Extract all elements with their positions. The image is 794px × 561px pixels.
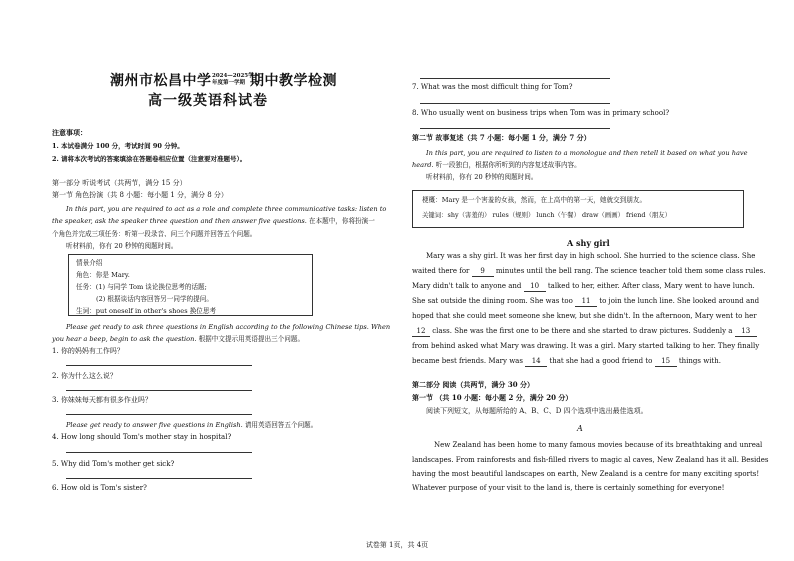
scenario-role: 角色：你是 Mary. [76,271,130,279]
section2-instruction-en-2: heard. [412,161,434,169]
answer-line-6[interactable] [420,78,610,79]
passage-line-3: having the most beautiful landscapes on earth, New Zealand is a centre for many exciting sports! [412,470,760,478]
section1-heading: 第一节 角色扮演（共 8 小题：每小题 1 分，满分 8 分） [52,191,228,199]
section2-instruction-cn: 听一段独白，根据你所听到的内容复述故事内容。 [433,161,581,169]
question-7: 7. What was the most difficult thing for Tom? [412,83,573,91]
instruction-line-4: 听材料前，你有 20 秒钟的阅题时间。 [66,242,178,250]
instruction-cn-2: 在本题中，你将扮演一 [306,217,375,225]
part2-instruction: 阅读下列短文，从每题所给的 A、B、C、D 四个选项中选出最佳选项。 [426,407,648,415]
story-line-1: Mary was a shy girl. It was her first day in high school. She hurried to the science class. She [426,252,756,260]
instruction-line-2 [52,216,375,226]
scenario-task-1: 任务：(1) 与同学 Tom 谈论换位思考的话题; [76,283,207,291]
exam-name: 期中教学检测 [250,73,337,89]
story-line-2a: waited there for [412,267,472,275]
story-line-3b: talked to her, either. After class, Mary went to have lunch. [545,282,755,290]
question-6: 6. How old is Tom's sister? [52,484,147,492]
answer-line-8[interactable] [420,128,610,129]
answer-line-2[interactable] [66,390,252,391]
ask-instruction-en-2: you hear a beep, begin to ask the question. [52,335,197,343]
notice-heading: 注意事项： [52,128,87,137]
answer-line-4[interactable] [66,452,252,453]
question-5: 5. Why did Tom's mother get sick? [52,460,175,468]
blank-14[interactable]: 14 [525,356,547,367]
question-2: 2. 你为什么这么说？ [52,372,117,380]
story-line-6 [412,326,757,337]
story-line-4b: to join the lunch line. She looked around and [597,297,760,305]
story-line-2b: minutes until the bell rang. The science teacher told them some class rules. [493,267,766,275]
instruction-line-3: 个角色并完成三项任务：听第一段录音、问三个问题并回答五个问题。 [52,230,257,238]
question-3: 3. 你妹妹每天都有很多作业吗？ [52,396,152,404]
instruction-en-2: the speaker, ask the speaker three question and then answer five questions. [52,217,307,225]
ask-instruction-line-2 [52,334,304,344]
answer-instruction-cn: 请用英语回答五个问题。 [242,421,318,429]
passage-line-1: New Zealand has been home to many famous movies because of its breathtaking and unreal [434,441,763,449]
page-title: 高一级英语科试卷 [148,93,268,109]
blank-9[interactable]: 9 [472,266,494,277]
answer-instruction [66,420,317,430]
answer-line-3[interactable] [66,414,252,415]
scenario-new-words: 生词：put oneself in other's shoes 换位思考 [76,307,217,315]
blank-10[interactable]: 10 [524,281,546,292]
story-line-8b: that she had a good friend to [547,357,655,365]
part2-section1-heading: 第一节 （共 10 小题：每小题 2 分，满分 20 分） [412,393,573,402]
blank-11[interactable]: 11 [575,296,597,307]
story-line-4a: She sat outside the dining room. She was too [412,297,576,305]
story-title: A shy girl [567,238,610,248]
scenario-task-2: (2) 根据谈话内容回答另一同学的提问。 [96,295,213,303]
notice-item-2: 2. 请将本次考试的答案填涂在答题卷相应位置（注意要对准题号）。 [52,155,247,163]
blank-12[interactable]: 12 [412,326,430,337]
part1-heading: 第一部分 听说考试（共两节，满分 15 分） [52,179,187,187]
passage-line-2: landscapes. From rainforests and fish-filled rivers to magic al caves, New Zealand has it all. Besides [412,456,769,464]
story-line-8c: things with. [676,357,721,365]
story-line-7: from behind asked what Mary was drawing. It was a girl. Mary started talking to her. They finally [412,342,760,350]
section2-instruction-line-2 [412,160,581,170]
section2-instruction-en: In this part, you are required to listen to a monologue and then retell it based on what you have [426,149,748,157]
passage-line-4: Whatever purpose of your visit to the land is, there is certainly something for everyone! [412,484,725,492]
school-name: 潮州市松昌中学 [110,73,212,89]
part2-heading: 第二部分 阅读（共两节，满分 30 分） [412,380,535,389]
story-line-8 [412,356,721,367]
passage-label: A [577,424,583,433]
blank-15[interactable]: 15 [655,356,677,367]
keywords-text: 关键词：shy（害羞的） rules（规则） lunch（午餐） draw（画画） friend（朋友） [422,211,672,219]
ask-instruction-en: Please get ready to ask three questions in English according to the following Chinese tips. When [66,323,391,331]
section2-instruction-3: 听材料前，你有 20 秒钟的阅题时间。 [426,173,538,181]
answer-instruction-en: Please get ready to answer five questions in English. [66,421,243,429]
summary-text: 梗概：Mary 是一个害羞的女孩，然而，在上高中的第一天，她就交到朋友。 [422,196,647,204]
page-footer: 试卷第 1页，共 4页 [365,541,429,549]
answer-line-7[interactable] [420,103,610,104]
story-line-3 [412,281,755,292]
section2-heading: 第二节 故事复述（共 7 小题：每小题 1 分，满分 7 分） [412,133,591,142]
scenario-title: 情景介绍 [76,259,103,267]
question-8: 8. Who usually went on business trips when Tom was in primary school? [412,109,670,117]
answer-line-5[interactable] [66,478,252,479]
notice-item-1: 1. 本试卷满分 100 分，考试时间 90 分钟。 [52,142,184,150]
story-line-6b: class. She was the first one to be there and she started to draw pictures. Suddenly a [430,327,735,335]
story-line-3a: Mary didn't talk to anyone and [412,282,524,290]
instruction-en-1: In this part, you are required to act as a role and complete three communicative tasks: listen to [66,205,387,213]
story-line-4 [412,296,759,307]
story-line-5: hoped that she could meet someone she knew, but she didn't. In the afternoon, Mary went to her [412,312,757,320]
school-year-line2: 年度第一学期 [212,80,246,86]
answer-line-1[interactable] [66,365,252,366]
question-4: 4. How long should Tom's mother stay in hospital? [52,433,232,441]
school-year-line1: 2024—2025学 [212,73,254,79]
question-1: 1. 你的妈妈有工作吗？ [52,347,124,355]
story-line-2 [412,266,765,277]
story-line-8a: became best friends. Mary was [412,357,526,365]
ask-instruction-cn: 根据中文提示用英语提出三个问题。 [196,335,305,343]
blank-13[interactable]: 13 [735,326,757,337]
